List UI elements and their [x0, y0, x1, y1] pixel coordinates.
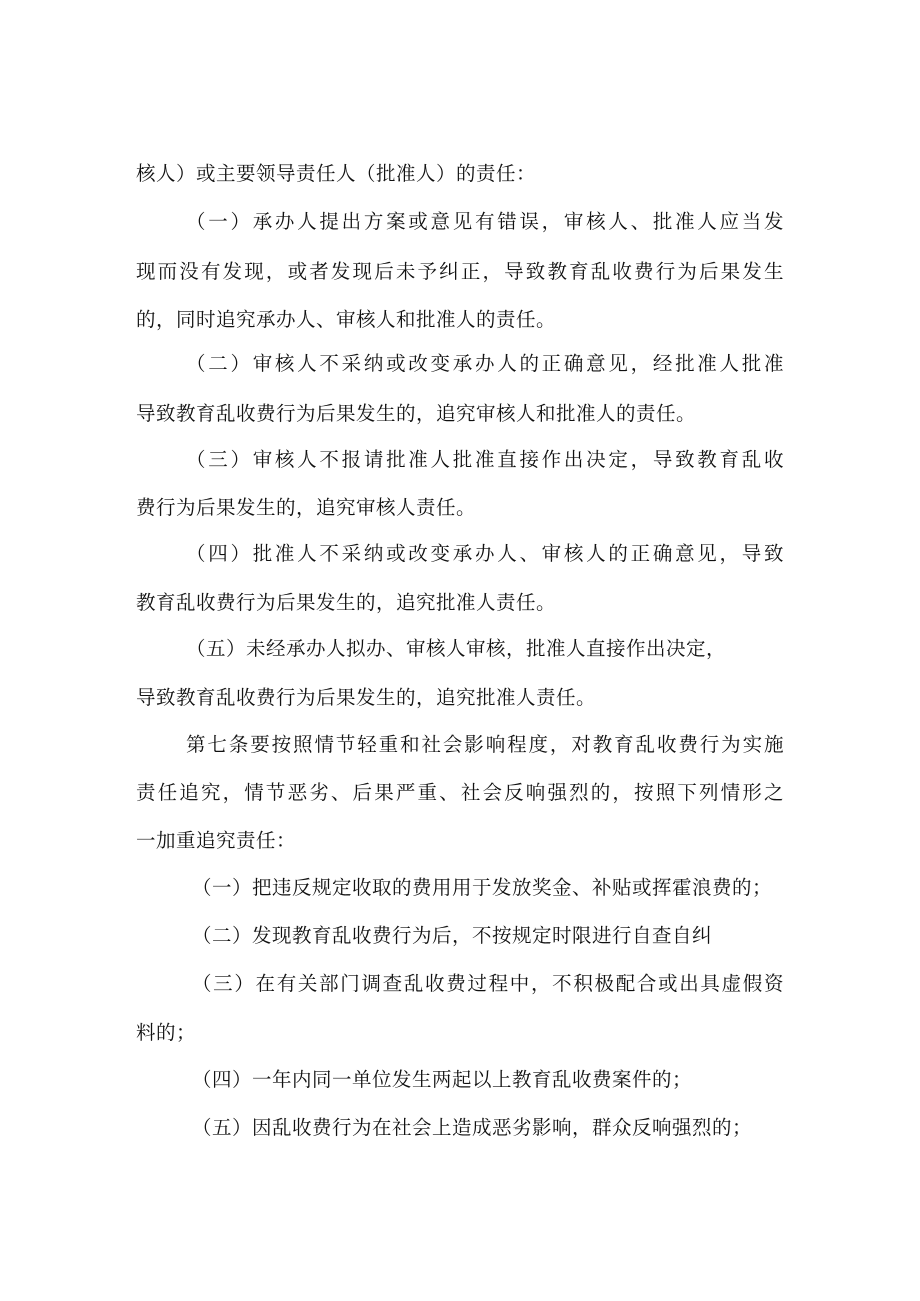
text-line: （一）承办人提出方案或意见有错误，审核人、批准人应当发 — [186, 210, 784, 233]
text-line: 教育乱收费行为后果发生的，追究批准人责任。 — [136, 591, 557, 614]
text-line: （三）在有关部门调查乱收费过程中，不积极配合或出具虚假资 — [192, 972, 784, 995]
text-line: 的，同时追究承办人、审核人和批准人的责任。 — [136, 308, 557, 331]
text-line: （一）把违反规定收取的费用用于发放奖金、补贴或挥霍浪费的； — [192, 876, 773, 899]
text-line: （三）审核人不报请批准人批准直接作出决定，导致教育乱收 — [186, 448, 784, 471]
text-line: 责任追究，情节恶劣、后果严重、社会反响强烈的，按照下列情形之 — [136, 781, 784, 804]
text-line: （五）因乱收费行为在社会上造成恶劣影响，群众反响强烈的； — [192, 1116, 753, 1139]
text-line: 导致教育乱收费行为后果发生的，追究批准人责任。 — [136, 686, 597, 709]
text-line: （五）未经承办人拟办、审核人审核，批准人直接作出决定， — [186, 637, 727, 660]
text-line: （四）一年内同一单位发生两起以上教育乱收费案件的； — [192, 1068, 693, 1091]
text-line: （二）发现教育乱收费行为后，不按规定时限进行自查自纠 — [192, 924, 713, 947]
text-line: 费行为后果发生的，追究审核人责任。 — [136, 496, 477, 519]
text-line: （四）批准人不采纳或改变承办人、审核人的正确意见，导致 — [186, 542, 784, 565]
text-line: 现而没有发现，或者发现后未予纠正，导致教育乱收费行为后果发生 — [136, 260, 784, 283]
text-line: 料的； — [136, 1021, 197, 1044]
text-line: 第七条要按照情节轻重和社会影响程度，对教育乱收费行为实施 — [186, 733, 784, 756]
text-line: 一加重追究责任： — [136, 829, 297, 852]
text-line: 导致教育乱收费行为后果发生的，追究审核人和批准人的责任。 — [136, 402, 697, 425]
text-line: （二）审核人不采纳或改变承办人的正确意见，经批准人批准 — [186, 352, 784, 375]
text-line: 核人）或主要领导责任人（批准人）的责任： — [136, 162, 537, 185]
